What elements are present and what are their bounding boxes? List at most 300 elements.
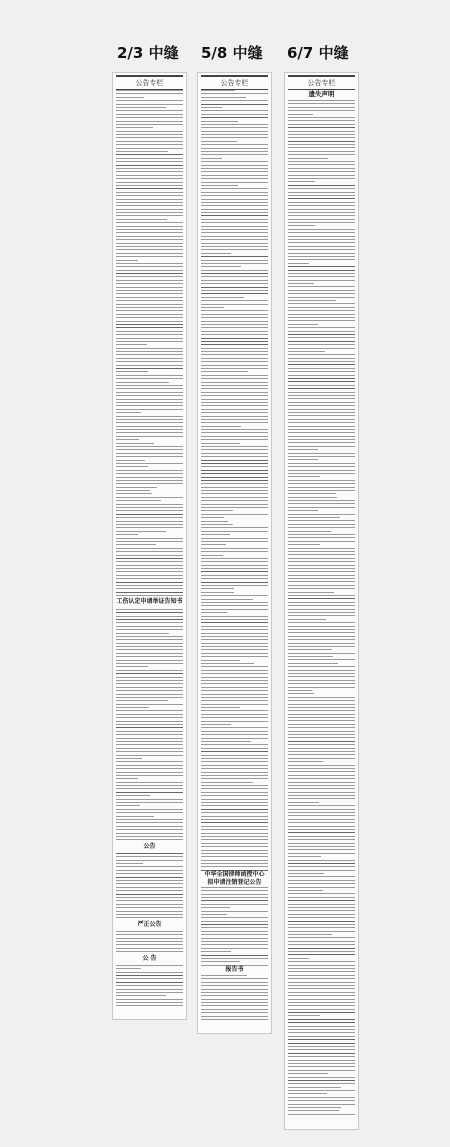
text-line (288, 405, 355, 406)
text-line (116, 141, 183, 142)
text-line (201, 775, 268, 776)
text-line (116, 426, 183, 427)
text-line (201, 1005, 268, 1006)
text-line (116, 90, 183, 91)
text-line (116, 500, 161, 501)
text-line (201, 897, 268, 898)
text-line (116, 399, 183, 400)
text-line (201, 622, 268, 623)
text-line (288, 283, 314, 284)
text-line (201, 582, 268, 583)
text-line (201, 995, 268, 996)
text-line (288, 185, 355, 186)
text-line (201, 293, 268, 294)
text-line (288, 239, 355, 240)
text-line (201, 921, 268, 922)
text-line (288, 798, 355, 799)
text-line (288, 995, 355, 996)
text-line (288, 656, 333, 657)
text-line (288, 598, 355, 599)
header-col2: 5/8 中缝 (201, 44, 263, 62)
text-line (288, 592, 334, 593)
text-line (116, 822, 183, 823)
notice-column-1 (112, 72, 187, 1020)
text-line (116, 931, 183, 932)
text-line (116, 555, 183, 556)
notice-heading: 公 告 (116, 955, 183, 963)
text-line (288, 578, 355, 579)
text-line (201, 409, 268, 410)
text-line (116, 456, 183, 457)
text-line (116, 978, 183, 979)
text-line (201, 263, 268, 264)
text-line (288, 758, 355, 759)
text-line (116, 409, 183, 410)
text-line (288, 968, 355, 969)
text-line (201, 500, 268, 501)
text-line (201, 521, 228, 522)
text-line (116, 493, 152, 494)
text-line (201, 819, 268, 820)
text-line (116, 304, 183, 305)
text-line (288, 785, 355, 786)
text-line (201, 555, 223, 556)
text-line (288, 531, 331, 532)
text-line (116, 1002, 183, 1003)
text-line (201, 985, 268, 986)
text-line (201, 755, 268, 756)
text-line (201, 938, 268, 939)
text-line (116, 510, 183, 511)
text-line (116, 880, 183, 881)
text-line (288, 700, 355, 701)
text-line (201, 405, 268, 406)
text-line (116, 175, 183, 176)
text-line (116, 948, 183, 949)
column-title: 公告专栏 (201, 75, 268, 90)
text-line (288, 256, 355, 257)
text-line (288, 337, 355, 338)
text-line (201, 232, 268, 233)
text-line (201, 243, 268, 244)
text-line (116, 656, 183, 657)
text-line (116, 432, 183, 433)
text-line (288, 426, 355, 427)
text-line (288, 924, 355, 925)
text-line (288, 192, 355, 193)
text-line (201, 490, 268, 491)
text-line (116, 371, 148, 372)
text-line (288, 856, 321, 857)
text-line (288, 209, 355, 210)
text-line (288, 114, 313, 115)
text-line (116, 104, 183, 105)
text-line (288, 493, 336, 494)
text-line (116, 788, 183, 789)
text-line (116, 551, 183, 552)
text-line (201, 900, 268, 901)
text-line (288, 490, 355, 491)
text-line (201, 856, 268, 857)
text-line (288, 1039, 355, 1040)
text-line (288, 1080, 355, 1081)
text-line (288, 344, 355, 345)
column-title: 公告专栏 (288, 75, 355, 90)
text-line (116, 497, 183, 498)
text-line (116, 249, 183, 250)
text-line (201, 1019, 268, 1020)
text-line (201, 785, 268, 786)
text-line (288, 965, 355, 966)
text-line (201, 924, 268, 925)
text-line (116, 195, 183, 196)
text-line (288, 554, 355, 555)
text-line (116, 100, 183, 101)
text-line (288, 1009, 355, 1010)
text-line (116, 938, 183, 939)
text-line (116, 514, 183, 515)
text-line (201, 266, 241, 267)
text-line (201, 829, 268, 830)
text-line (116, 378, 183, 379)
text-line (116, 463, 183, 464)
text-line (116, 568, 183, 569)
text-line (201, 768, 268, 769)
text-line (288, 314, 355, 315)
text-line (288, 198, 355, 199)
text-line (116, 772, 183, 773)
text-line (201, 287, 268, 288)
text-line (116, 297, 183, 298)
text-line (288, 263, 309, 264)
text-line (288, 303, 355, 304)
text-line (116, 883, 183, 884)
text-line (116, 582, 183, 583)
text-line (116, 666, 148, 667)
text-line (201, 863, 268, 864)
text-line (116, 388, 183, 389)
text-line (201, 894, 268, 895)
text-line (288, 348, 355, 349)
text-line (116, 93, 183, 94)
header-col1: 2/3 中缝 (117, 44, 179, 62)
text-line (116, 660, 183, 661)
text-line (288, 1077, 355, 1078)
text-line (116, 578, 183, 579)
text-line (288, 975, 355, 976)
text-line (116, 517, 183, 518)
text-line (201, 443, 240, 444)
text-line (288, 826, 355, 827)
text-line (116, 989, 183, 990)
text-line (201, 134, 268, 135)
text-line (116, 412, 141, 413)
text-line (201, 107, 222, 108)
text-line (288, 131, 355, 132)
text-line (116, 161, 183, 162)
text-line (288, 368, 355, 369)
text-line (116, 361, 183, 362)
text-line (201, 748, 268, 749)
text-line (116, 812, 183, 813)
text-line (201, 334, 268, 335)
text-line (201, 307, 224, 308)
text-line (116, 446, 183, 447)
text-line (201, 168, 268, 169)
text-line (201, 205, 268, 206)
text-line (116, 717, 183, 718)
text-line (288, 171, 355, 172)
text-line (288, 1114, 355, 1115)
text-line (116, 253, 183, 254)
text-line (201, 280, 268, 281)
text-line (201, 595, 268, 596)
text-line (288, 1022, 355, 1023)
text-line (288, 500, 355, 501)
text-line (201, 416, 268, 417)
text-line (288, 412, 355, 413)
text-line (201, 978, 268, 979)
text-line (288, 921, 355, 922)
text-line (201, 982, 268, 983)
text-line (288, 480, 355, 481)
text-line (201, 331, 268, 332)
text-line (288, 388, 355, 389)
text-line (288, 503, 355, 504)
text-line (201, 426, 241, 427)
text-line (288, 676, 355, 677)
text-line (116, 470, 183, 471)
text-line (201, 236, 268, 237)
text-line (201, 653, 268, 654)
text-line (288, 792, 355, 793)
text-line (201, 907, 230, 908)
text-line (288, 276, 355, 277)
text-line (201, 585, 268, 586)
text-line (201, 527, 268, 528)
text-line (201, 531, 268, 532)
text-line (201, 816, 268, 817)
text-line (201, 588, 234, 589)
text-line (116, 185, 183, 186)
text-line (116, 188, 183, 189)
text-line (288, 1019, 355, 1020)
text-line (116, 466, 148, 467)
text-line (288, 520, 355, 521)
text-line (288, 524, 355, 525)
text-line (288, 829, 355, 830)
text-line (288, 788, 355, 789)
text-line (116, 829, 183, 830)
text-line (201, 327, 268, 328)
text-line (288, 487, 355, 488)
text-line (116, 595, 183, 596)
text-line (116, 968, 141, 969)
text-line (201, 497, 268, 498)
text-line (116, 748, 183, 749)
text-line (201, 422, 268, 423)
text-line (201, 751, 268, 752)
text-line (116, 853, 183, 854)
text-line (201, 466, 268, 467)
text-line (201, 843, 268, 844)
text-line (288, 1070, 355, 1071)
text-line (201, 341, 268, 342)
text-line (288, 181, 315, 182)
text-line (116, 239, 183, 240)
text-line (288, 890, 323, 891)
text-line (201, 493, 268, 494)
text-line (201, 575, 268, 576)
text-line (288, 880, 355, 881)
text-line (201, 222, 268, 223)
text-line (288, 907, 355, 908)
text-lines (116, 90, 183, 1009)
text-line (288, 1083, 355, 1084)
text-line (116, 154, 183, 155)
text-line (116, 483, 183, 484)
text-line (288, 843, 355, 844)
text-line (288, 917, 355, 918)
text-line (116, 1005, 183, 1006)
text-line (288, 1063, 355, 1064)
text-line (201, 90, 235, 91)
text-line (116, 866, 183, 867)
text-line (288, 978, 355, 979)
text-line (116, 778, 138, 779)
text-line (116, 588, 183, 589)
text-line (288, 107, 355, 108)
text-line (288, 551, 355, 552)
text-line (201, 188, 268, 189)
text-line (288, 463, 355, 464)
text-line (288, 395, 355, 396)
text-line (201, 171, 268, 172)
text-line (288, 497, 337, 498)
text-line (201, 477, 268, 478)
text-line (201, 955, 268, 956)
text-line (201, 999, 268, 1000)
text-line (201, 354, 268, 355)
text-line (116, 290, 183, 291)
text-line (288, 697, 355, 698)
text-line (116, 629, 183, 630)
text-line (288, 809, 355, 810)
text-line (288, 1015, 320, 1016)
text-line (288, 839, 355, 840)
text-line (201, 314, 268, 315)
text-line (288, 897, 355, 898)
text-line (288, 300, 336, 301)
text-line (116, 402, 183, 403)
text-line (201, 487, 268, 488)
text-line (116, 236, 183, 237)
text-line (201, 1012, 268, 1013)
text-line (288, 944, 355, 945)
text-line (116, 168, 183, 169)
text-line (116, 351, 183, 352)
text-line (201, 710, 268, 711)
text-line (288, 236, 355, 237)
text-line (288, 622, 355, 623)
text-line (201, 212, 268, 213)
text-line (116, 531, 166, 532)
text-line (116, 571, 183, 572)
text-line (116, 802, 183, 803)
text-line (116, 273, 183, 274)
text-line (201, 541, 268, 542)
text-line (288, 666, 355, 667)
text-line (116, 663, 183, 664)
text-line (116, 107, 166, 108)
text-line (116, 643, 183, 644)
text-line (288, 1056, 355, 1057)
text-line (288, 1029, 355, 1030)
text-line (116, 504, 183, 505)
text-line (116, 633, 169, 634)
text-line (288, 124, 355, 125)
text-line (201, 121, 238, 122)
text-line (288, 144, 355, 145)
text-line (288, 164, 355, 165)
text-line (201, 782, 253, 783)
text-line (201, 799, 268, 800)
text-line (116, 202, 183, 203)
text-line (288, 771, 355, 772)
text-line (288, 161, 355, 162)
text-line (288, 581, 355, 582)
text-line (288, 795, 355, 796)
text-line (201, 504, 268, 505)
text-line (201, 700, 268, 701)
text-line (288, 724, 355, 725)
text-line (116, 334, 183, 335)
text-line (201, 436, 268, 437)
text-line (116, 524, 183, 525)
text-line (288, 290, 355, 291)
text-line (288, 1005, 355, 1006)
text-line (201, 344, 268, 345)
text-line (288, 202, 355, 203)
text-line (288, 615, 355, 616)
text-line (116, 212, 183, 213)
text-line (116, 300, 183, 301)
text-line (116, 914, 183, 915)
text-line (288, 188, 355, 189)
text-line (288, 887, 355, 888)
text-line (201, 239, 268, 240)
text-line (116, 541, 183, 542)
text-line (288, 693, 314, 694)
text-line (201, 683, 268, 684)
text-line (288, 1073, 328, 1074)
text-line (116, 992, 183, 993)
text-line (116, 283, 183, 284)
text-line (288, 904, 355, 905)
text-line (116, 944, 183, 945)
text-line (288, 571, 355, 572)
text-line (201, 948, 268, 949)
text-line (116, 870, 183, 871)
text-line (116, 680, 183, 681)
text-line (116, 687, 183, 688)
text-line (201, 911, 268, 912)
text-line (201, 260, 268, 261)
text-line (288, 710, 355, 711)
text-line (116, 751, 183, 752)
text-line (116, 670, 183, 671)
text-line (288, 893, 355, 894)
